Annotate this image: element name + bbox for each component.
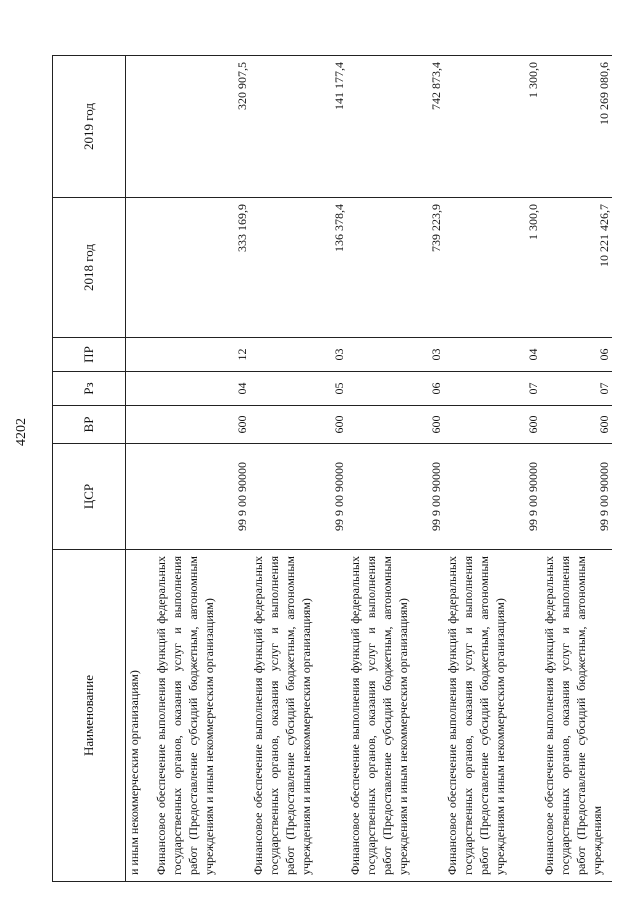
row-name: Финансовое обеспечение выполнения функций федеральных государственных органов, оказания услуг и выполнения работ (Предоставление субсидий бюджетным, автономным учреждениям и иным некоммерческим организациям) xyxy=(153,550,250,882)
row-name: Финансовое обеспечение выполнения функций федеральных государственных органов, оказания услуг и выполнения работ (Предоставление субсидий бюджетным, автономным учреждениям и иным некоммерческим организациям) xyxy=(250,550,347,882)
row-pr: 03 xyxy=(250,338,347,372)
header-2018: 2018 год xyxy=(53,198,126,338)
row-2019: 141 177,4 xyxy=(250,56,347,198)
budget-table xyxy=(52,55,612,882)
row-vr: 600 xyxy=(250,406,347,444)
row-vr: 600 xyxy=(444,406,541,444)
row-name: Финансовое обеспечение выполнения функций федеральных государственных органов, оказания услуг и выполнения работ (Предоставление субсидий бюджетным, автономным учреждениям и иным некоммерческим организациям) xyxy=(347,550,444,882)
page-number: 4202 xyxy=(14,418,29,446)
row-pr: 03 xyxy=(347,338,444,372)
row-rz: 06 xyxy=(347,372,444,406)
row-rz: 07 xyxy=(541,372,612,406)
row-vr: 600 xyxy=(153,406,250,444)
row-rz: 07 xyxy=(444,372,541,406)
table-row xyxy=(153,56,250,882)
row-csr: 99 9 00 90000 xyxy=(347,444,444,550)
row-2018: 136 378,4 xyxy=(250,198,347,338)
header-2019: 2019 год xyxy=(53,56,126,198)
row-vr: 600 xyxy=(347,406,444,444)
continuation-row xyxy=(126,56,154,882)
header-csr: ЦСР xyxy=(53,444,126,550)
row-vr: 600 xyxy=(541,406,612,444)
table-row xyxy=(347,56,444,882)
header-name: Наименование xyxy=(53,550,126,882)
budget-table-sheet xyxy=(52,56,611,882)
table-row xyxy=(541,56,612,882)
row-2019: 742 873,4 xyxy=(347,56,444,198)
header-vr: ВР xyxy=(53,406,126,444)
row-2019: 1 300,0 xyxy=(444,56,541,198)
header-row xyxy=(53,56,126,882)
row-pr: 12 xyxy=(153,338,250,372)
row-name: Финансовое обеспечение выполнения функций федеральных государственных органов, оказания услуг и выполнения работ (Предоставление субсидий бюджетным, автономным учреждениям и иным некоммерческим организациям) xyxy=(444,550,541,882)
row-pr: 04 xyxy=(444,338,541,372)
row-csr: 99 9 00 90000 xyxy=(541,444,612,550)
row-2018: 739 223,9 xyxy=(347,198,444,338)
header-rz: Рз xyxy=(53,372,126,406)
row-csr: 99 9 00 90000 xyxy=(444,444,541,550)
row-2018: 1 300,0 xyxy=(444,198,541,338)
row-2018: 333 169,9 xyxy=(153,198,250,338)
row-rz: 05 xyxy=(250,372,347,406)
table-row xyxy=(250,56,347,882)
row-csr: 99 9 00 90000 xyxy=(153,444,250,550)
row-rz: 04 xyxy=(153,372,250,406)
continuation-text: и иным некоммерческим организациям) xyxy=(126,550,154,882)
row-2019: 10 269 080,6 xyxy=(541,56,612,198)
row-2018: 10 221 426,7 xyxy=(541,198,612,338)
row-csr: 99 9 00 90000 xyxy=(250,444,347,550)
row-2019: 320 907,5 xyxy=(153,56,250,198)
table-row xyxy=(444,56,541,882)
row-name: Финансовое обеспечение выполнения функций федеральных государственных органов, оказания услуг и выполнения работ (Предоставление субсидий бюджетным, автономным учреждениям xyxy=(541,550,612,882)
header-pr: ПР xyxy=(53,338,126,372)
row-pr: 06 xyxy=(541,338,612,372)
